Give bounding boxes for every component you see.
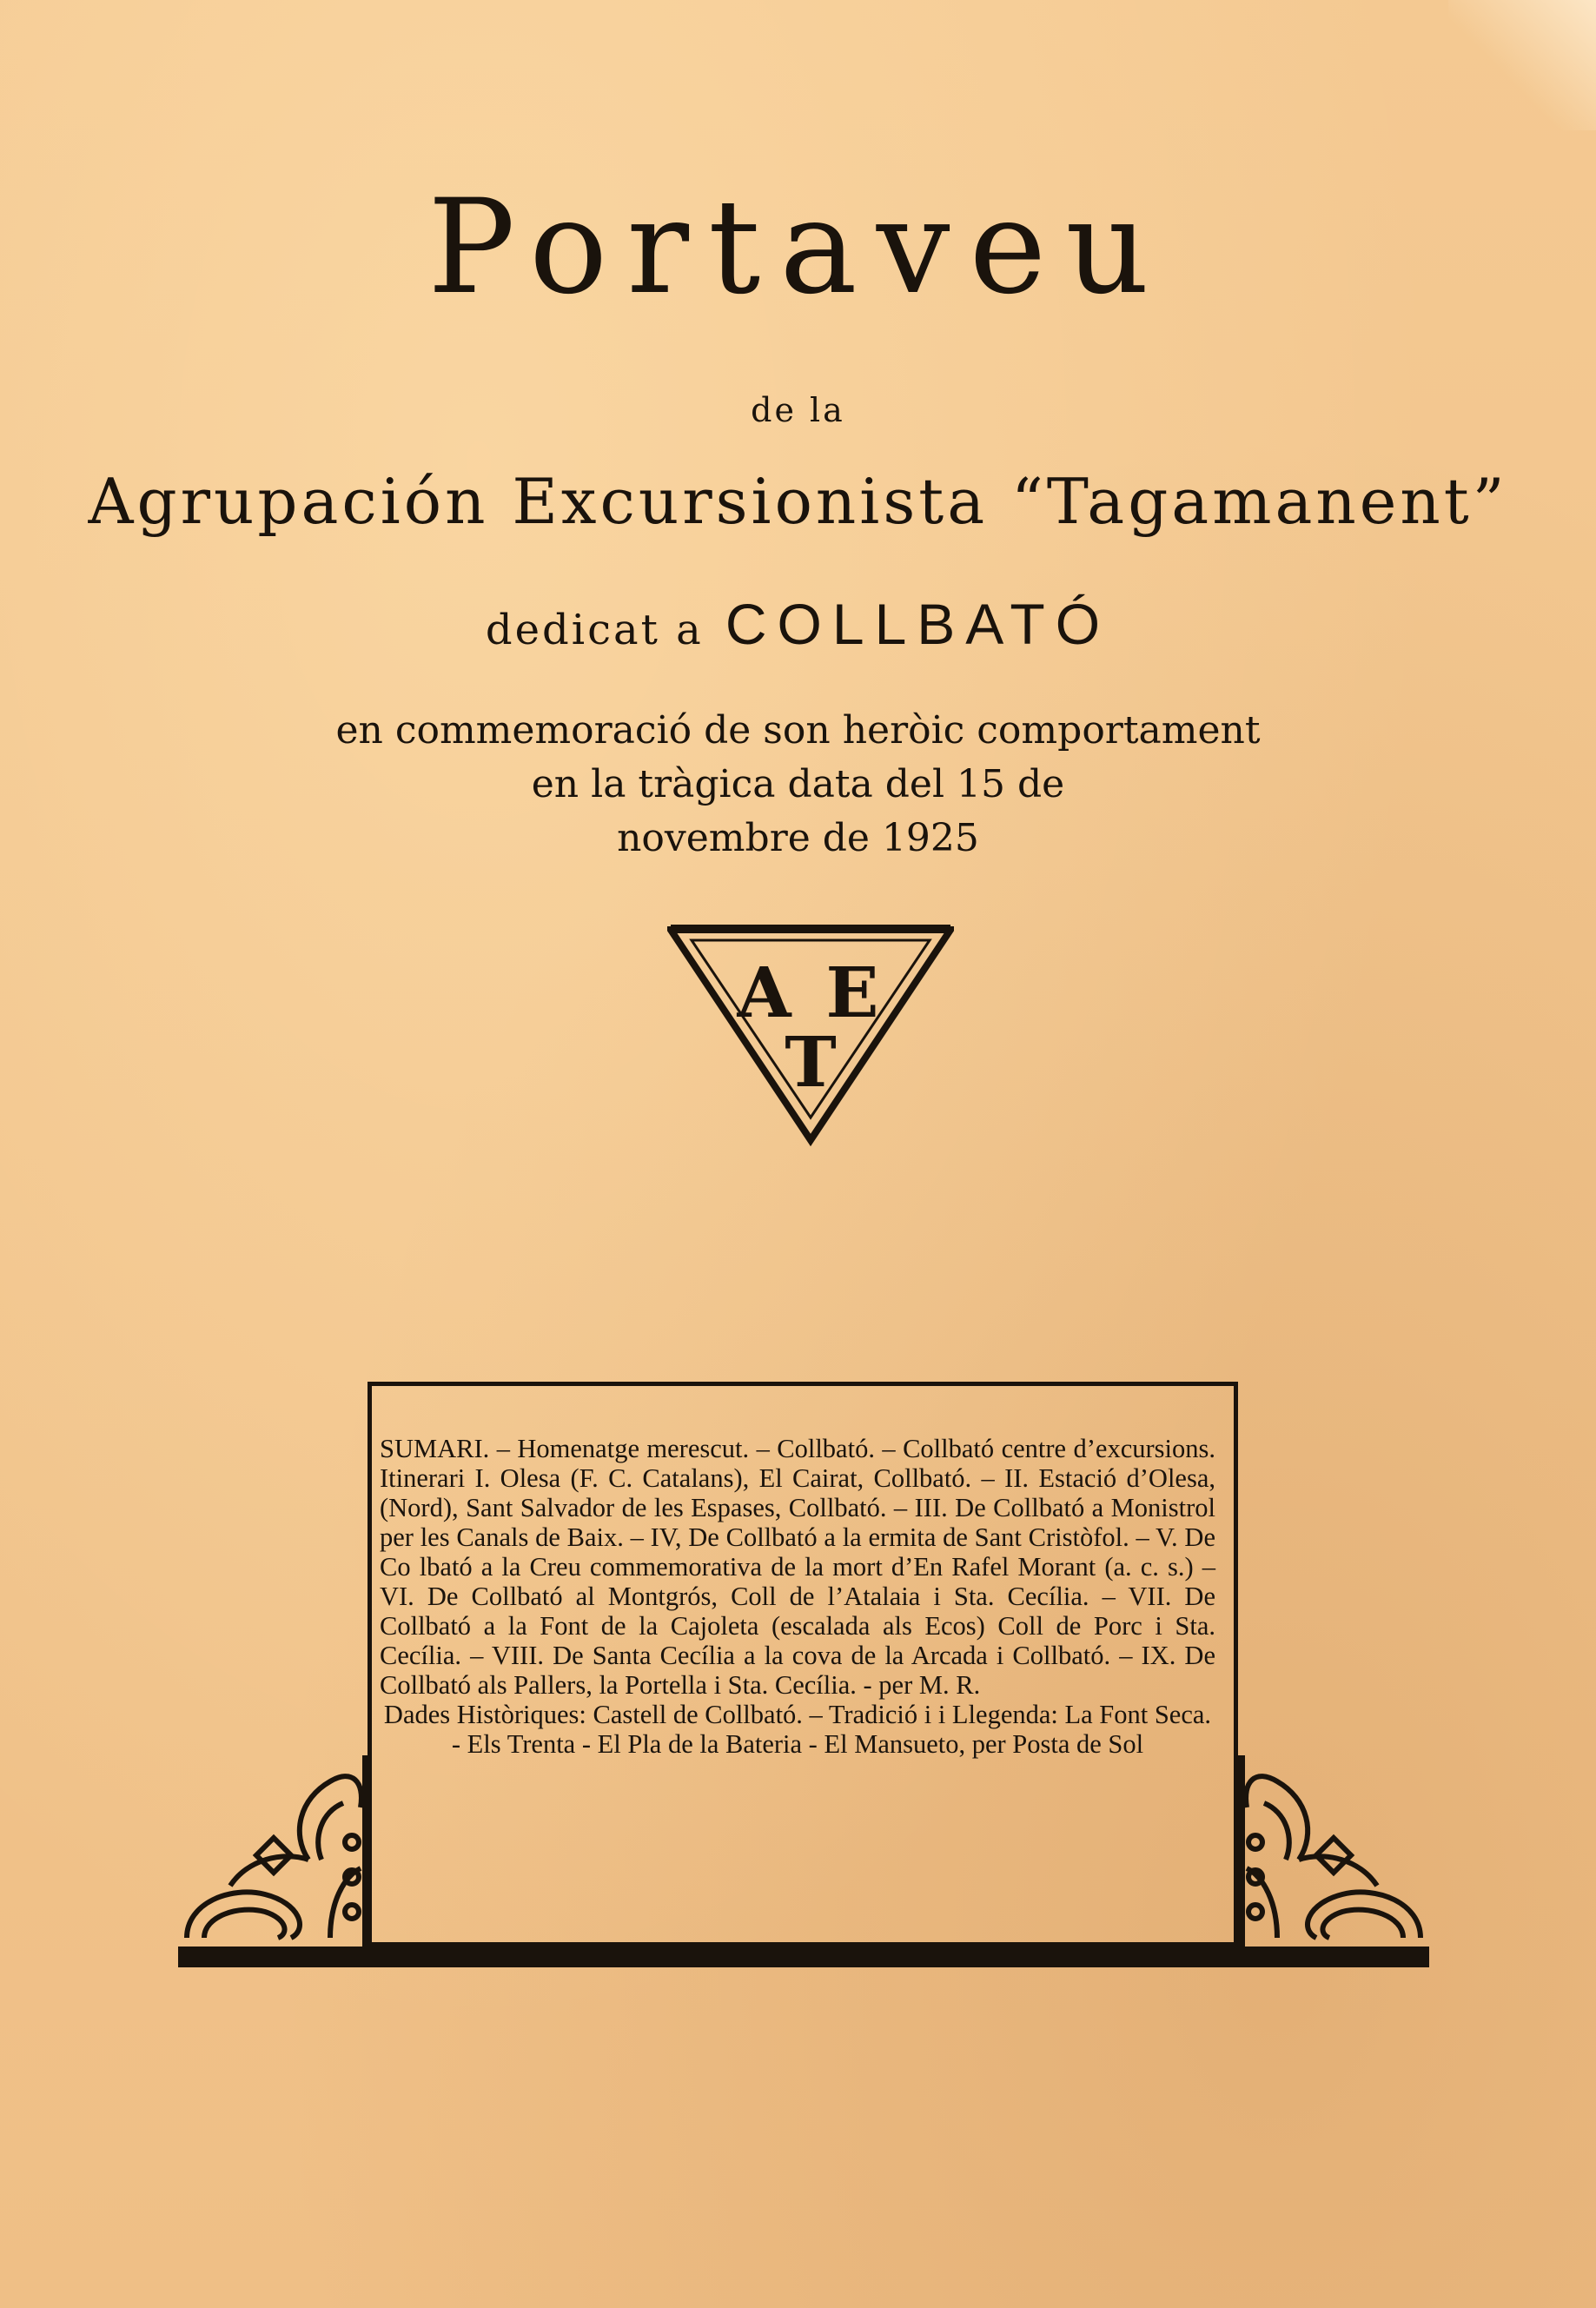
summary-historical: Dades Històriques: Castell de Collbató. – Tradició i i Llegenda: La Font Seca. - Els Trenta - El Pla de la Bateria - El Mansueto, per Posta de Sol bbox=[383, 1700, 1212, 1759]
left-scroll-ornament bbox=[178, 1755, 369, 1947]
emblem-letters-top: A E bbox=[737, 952, 884, 1033]
base-rule bbox=[178, 1947, 1429, 1967]
organization-name: Agrupación Excursionista “Tagamanent” bbox=[88, 465, 1508, 538]
subtitle-line: en la tràgica data del 15 de bbox=[531, 762, 1065, 806]
emblem-letter-bottom: T bbox=[785, 1021, 837, 1103]
dedicat-label: dedicat a bbox=[485, 606, 704, 654]
summary-contents: SUMARI. – Homenatge merescut. – Collbató. – Collbató centre d’excursions. Itinerari I. Olesa (F. C. Catalans), El Cairat, Collbató. – II. Estació d’Olesa, (Nord), Sant Salvador de les Espases, Collbató. – III. De Collbató a Monistrol per les Canals de Baix. – IV, De Collbató a la ermita de Sant Cristòfol. – V. De Co lbató a la Creu commemorativa de la mort d’En Rafel Morant (a. c. s.) – VI. De Collbató al Montgrós, Coll de l’Atalaia i Sta. Cecília. – VII. De Collbató a la Font de la Cajoleta (escalada als Ecos) Coll de Porc i Sta. Cecília. – VIII. De Santa Cecília a la cova de la Arcada i Collbató. – IX. De Collbató als Pallers, la Portella i Sta. Cecília. - per M. R. bbox=[380, 1434, 1215, 1700]
summary-text bbox=[380, 1434, 1215, 1759]
subtitle-line: novembre de 1925 bbox=[617, 816, 979, 860]
place-name: COLLBATÓ bbox=[725, 592, 1111, 656]
summary-panel bbox=[178, 1382, 1429, 1973]
de-la-line: de la bbox=[751, 391, 845, 429]
paper-corner bbox=[1448, 0, 1596, 130]
right-scroll-ornament bbox=[1238, 1755, 1429, 1947]
aet-triangle-emblem bbox=[667, 921, 954, 1147]
dedication-line bbox=[0, 591, 1596, 657]
masthead-title: Portaveu bbox=[427, 172, 1169, 323]
commemoration-text bbox=[0, 704, 1596, 866]
subtitle-line: en commemoració de son heròic comportament bbox=[335, 708, 1261, 753]
